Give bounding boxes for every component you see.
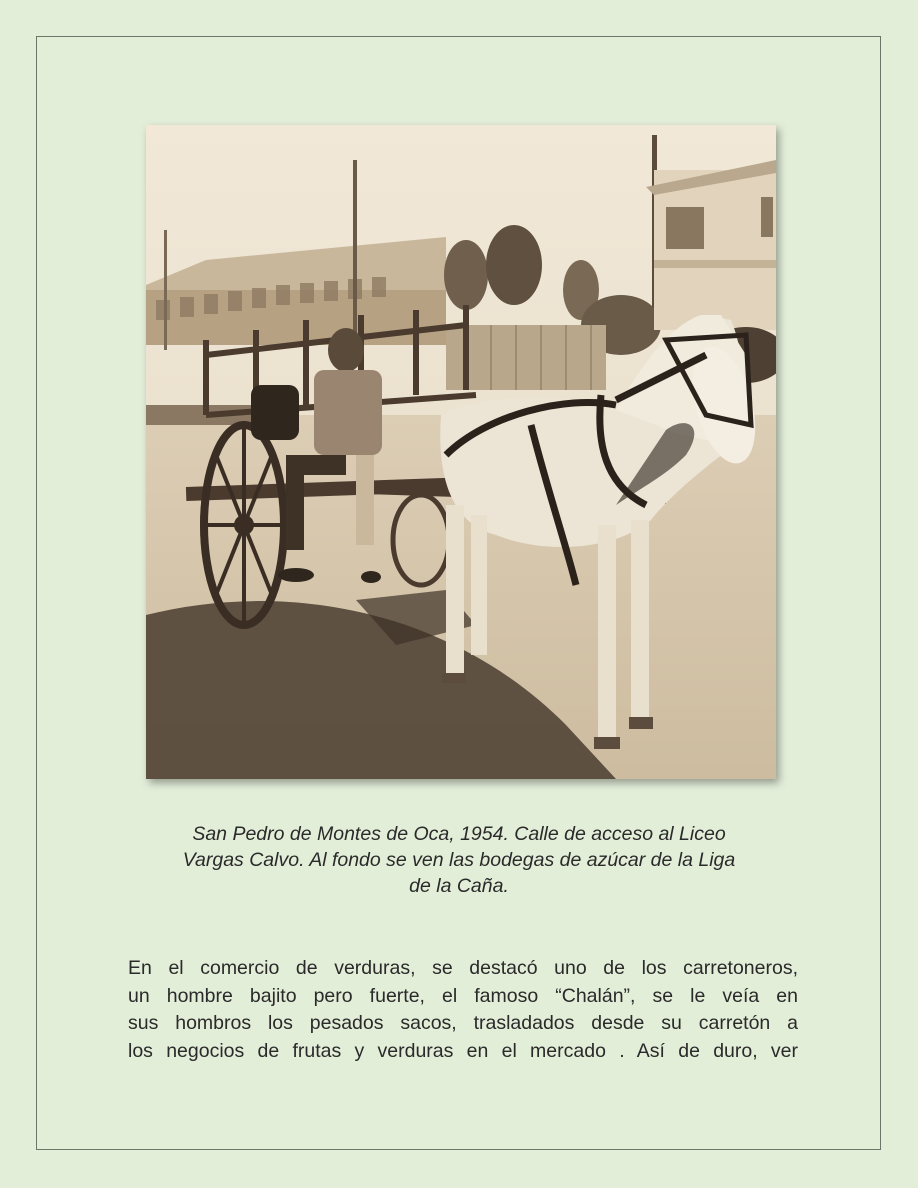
body-paragraph xyxy=(128,955,798,1065)
body-line: En el comercio de verduras, se destacó uno de los carretoneros, xyxy=(128,957,798,979)
caption-line: de la Caña. xyxy=(409,875,509,897)
caption-line: San Pedro de Montes de Oca, 1954. Calle de acceso al Liceo xyxy=(192,823,726,845)
body-line: sus hombros los pesados sacos, trasladados desde su carretón a xyxy=(128,1012,798,1034)
caption-line: Vargas Calvo. Al fondo se ven las bodegas de azúcar de la Liga xyxy=(182,849,736,871)
photo-horse-cart-image xyxy=(146,125,776,779)
body-line: los negocios de frutas y verduras en el mercado . Así de duro, ver xyxy=(128,1039,798,1062)
body-line: un hombre bajito pero fuerte, el famoso “Chalán”, se le veía en xyxy=(128,984,798,1007)
historic-photo xyxy=(146,125,776,779)
photo-caption xyxy=(120,821,798,899)
